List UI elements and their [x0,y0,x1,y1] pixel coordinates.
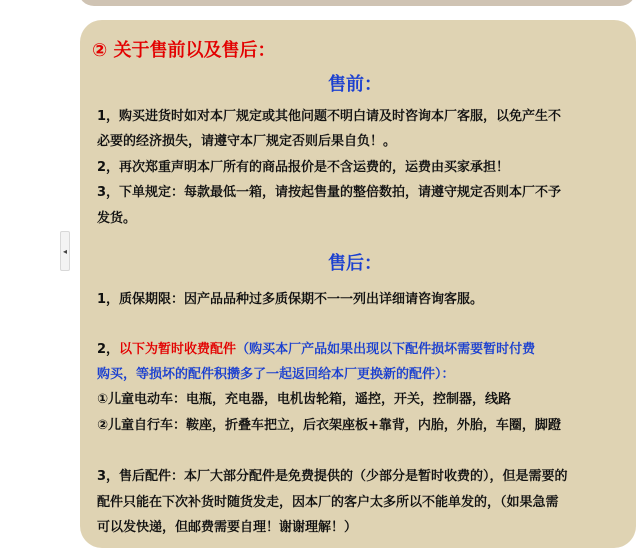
presale-line: 必要的经济损失，请遵守本厂规定否则后果自负！。 [97,134,397,149]
top-banner-edge [78,0,636,6]
aftersale-item-3: 3，售后配件：本厂大部分配件是免费提供的（少部分是暂时收费的），但是需要的 [97,469,568,484]
item2-red-label: 以下为暂时收费配件 [119,342,237,357]
presale-line: 发货。 [97,211,137,226]
item2-sub-bicycle: ②儿童自行车：鞍座，折叠车把立，后衣架座板+靠背，内胎，外胎，车圈，脚蹬 [97,418,561,433]
panel-title: ② 关于售前以及售后： [92,40,276,61]
presale-line: 1，购买进货时如对本厂规定或其他问题不明白请及时咨询本厂客服，以免产生不 [97,109,562,124]
aftersale-item-2 [97,338,535,357]
item2-blue-note: （购买本厂产品如果出现以下配件损坏需要暂时付费 [236,342,536,357]
item2-sub-electric: ①儿童电动车：电瓶，充电器，电机齿轮箱，遥控，开关，控制器，线路 [97,392,512,407]
item2-blue-note-cont: 购买，等损坏的配件积攒多了一起返回给本厂更换新的配件）： [97,367,455,382]
info-panel [80,20,636,548]
presale-line: 3，下单规定：每款最低一箱，请按起售量的整倍数拍，请遵守规定否则本厂不予 [97,185,562,200]
aftersale-item-1: 1，质保期限：因产品品种过多质保期不一一列出详细请咨询客服。 [97,292,484,307]
aftersale-item-3: 可以发快递，但邮费需要自理！谢谢理解！） [97,520,358,535]
aftersale-heading: 售后： [328,253,382,274]
aftersale-item-3: 配件只能在下次补货时随货发走，因本厂的客户太多所以不能单发的，（如果急需 [97,495,559,510]
presale-line: 2，再次郑重声明本厂所有的商品报价是不含运费的，运费由买家承担！ [97,160,510,175]
chevron-left-icon[interactable]: ◂ [60,231,70,271]
item2-prefix: 2， [97,342,120,357]
presale-heading: 售前： [328,74,382,95]
